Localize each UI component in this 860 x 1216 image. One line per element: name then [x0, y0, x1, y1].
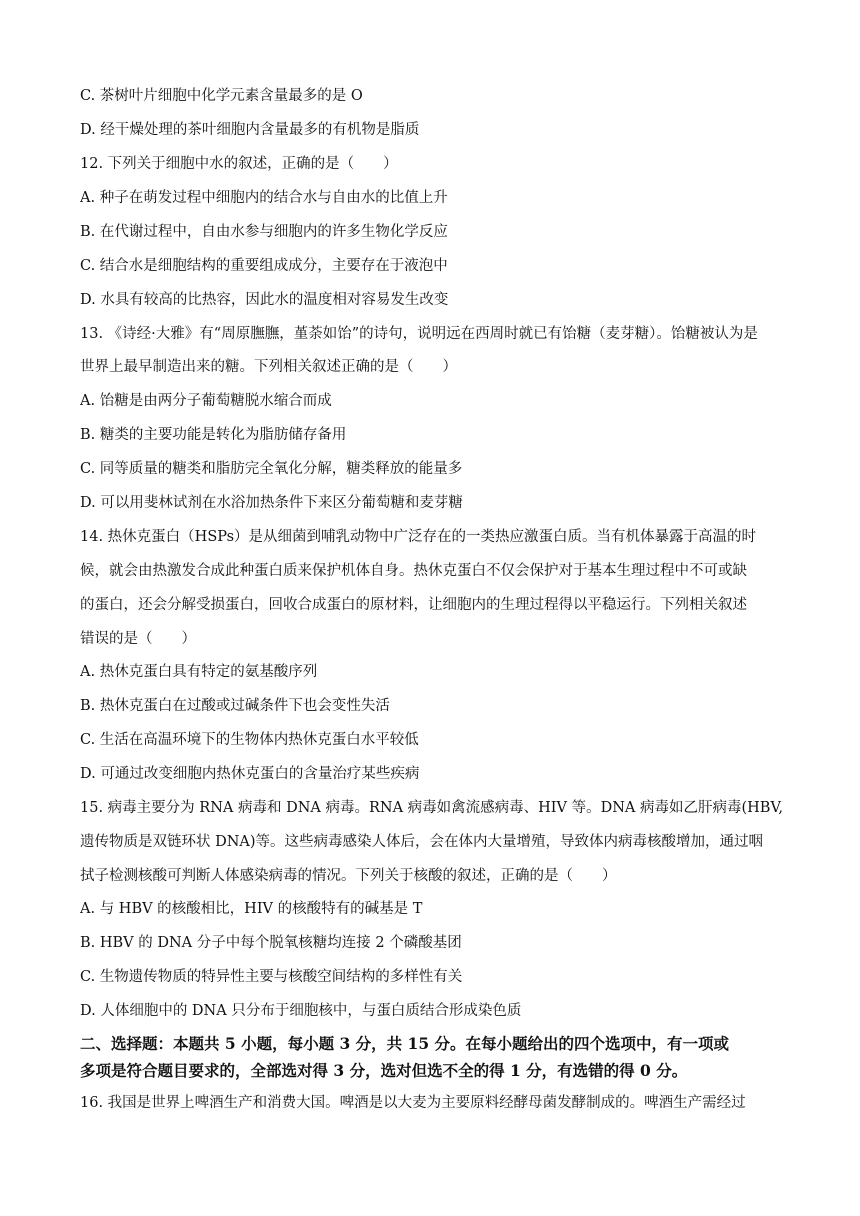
- q15-stem-line3: 拭子检测核酸可判断人体感染病毒的情况。下列关于核酸的叙述，正确的是（ ）: [80, 868, 617, 884]
- q13-option-d: D. 可以用斐林试剂在水浴加热条件下来区分葡萄糖和麦芽糖: [80, 495, 463, 511]
- q13-option-b: B. 糖类的主要功能是转化为脂肪储存备用: [80, 427, 347, 443]
- q15-option-d: D. 人体细胞中的 DNA 只分布于细胞核中，与蛋白质结合形成染色质: [80, 1003, 522, 1019]
- q15-option-c: C. 生物遗传物质的特异性主要与核酸空间结构的多样性有关: [80, 969, 463, 985]
- q11-option-d: D. 经干燥处理的茶叶细胞内含量最多的有机物是脂质: [80, 122, 420, 138]
- q13-stem-line1: 13. 《诗经·大雅》有“周原膴膴，堇荼如饴”的诗句，说明远在西周时就已有饴糖（麦芽糖）。饴糖被认为是: [80, 326, 758, 342]
- q15-stem-line2: 遗传物质是双链环状 DNA)等。这些病毒感染人体后，会在体内大量增殖，导致体内病毒核酸增加，通过咽: [80, 834, 764, 850]
- q13-option-c: C. 同等质量的糖类和脂肪完全氧化分解，糖类释放的能量多: [80, 461, 463, 477]
- q14-stem-line1: 14. 热休克蛋白（HSPs）是从细菌到哺乳动物中广泛存在的一类热应激蛋白质。当有机体暴露于高温的时: [80, 529, 757, 545]
- q12-option-a: A. 种子在萌发过程中细胞内的结合水与自由水的比值上升: [80, 190, 448, 206]
- section-two-heading-line2: 多项是符合题目要求的，全部选对得 3 分，选对但选不全的得 1 分，有选错的得 0 分。: [80, 1061, 688, 1080]
- q12-stem: 12. 下列关于细胞中水的叙述，正确的是（ ）: [80, 156, 398, 172]
- q11-option-c: C. 茶树叶片细胞中化学元素含量最多的是 O: [80, 88, 363, 104]
- q14-stem-line2: 候，就会由热激发合成此种蛋白质来保护机体自身。热休克蛋白不仅会保护对于基本生理过程中不可或缺: [80, 563, 747, 579]
- q12-option-b: B. 在代谢过程中，自由水参与细胞内的许多生物化学反应: [80, 224, 448, 240]
- q12-option-c: C. 结合水是细胞结构的重要组成成分，主要存在于液泡中: [80, 258, 448, 274]
- q14-stem-line4: 错误的是（ ）: [80, 631, 196, 647]
- q15-option-b: B. HBV 的 DNA 分子中每个脱氧核糖均连接 2 个磷酸基团: [80, 935, 462, 951]
- q13-option-a: A. 饴糖是由两分子葡萄糖脱水缩合而成: [80, 393, 332, 409]
- q16-stem-line1: 16. 我国是世界上啤酒生产和消费大国。啤酒是以大麦为主要原料经酵母菌发酵制成的。啤酒生产需经过: [80, 1095, 746, 1111]
- q14-option-c: C. 生活在高温环境下的生物体内热休克蛋白水平较低: [80, 732, 419, 748]
- q15-option-a: A. 与 HBV 的核酸相比，HIV 的核酸特有的碱基是 T: [80, 901, 423, 917]
- section-two-heading-line1: 二、选择题：本题共 5 小题，每小题 3 分，共 15 分。在每小题给出的四个选项中，有一项或: [80, 1034, 730, 1053]
- q15-stem-line1: 15. 病毒主要分为 RNA 病毒和 DNA 病毒。RNA 病毒如禽流感病毒、HIV 等。DNA 病毒如乙肝病毒(HBV,: [80, 800, 783, 816]
- q14-option-a: A. 热休克蛋白具有特定的氨基酸序列: [80, 664, 318, 680]
- q14-option-d: D. 可通过改变细胞内热休克蛋白的含量治疗某些疾病: [80, 766, 420, 782]
- q14-option-b: B. 热休克蛋白在过酸或过碱条件下也会变性失活: [80, 698, 390, 714]
- q13-stem-line2: 世界上最早制造出来的糖。下列相关叙述正确的是（ ）: [80, 359, 457, 375]
- q14-stem-line3: 的蛋白，还会分解受损蛋白，回收合成蛋白的原材料，让细胞内的生理过程得以平稳运行。下列相关叙述: [80, 597, 747, 613]
- q12-option-d: D. 水具有较高的比热容，因此水的温度相对容易发生改变: [80, 292, 449, 308]
